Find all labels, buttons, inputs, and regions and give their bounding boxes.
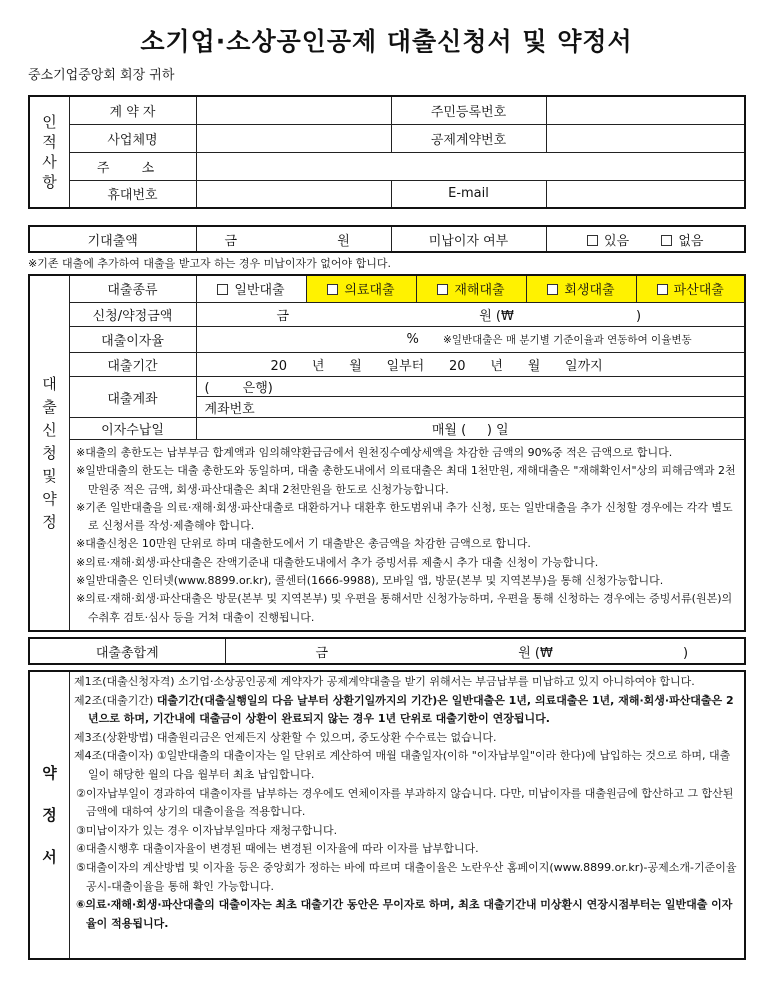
account-no-field[interactable]: 계좌번호 — [196, 397, 745, 418]
personal-info-table — [28, 95, 746, 209]
amount-close: ) — [635, 308, 642, 324]
loan-type-medical[interactable]: 의료대출 — [306, 275, 416, 302]
contractor-field[interactable] — [196, 96, 391, 124]
contract-no-label: 공제계약번호 — [391, 124, 546, 152]
total-amount-prefix: 금 — [315, 645, 329, 661]
checkbox-icon — [547, 284, 558, 295]
rate-unit: % — [406, 331, 419, 347]
loan-note: ※기존 일반대출을 의료·재해·회생·파산대출로 대환하거나 대환후 한도범위내 추가 신청, 또는 일반대출을 추가 신청할 경우에는 각각 별도로 신청서를 작성·제출해야 합니다. — [76, 500, 733, 533]
rate-field[interactable] — [196, 326, 745, 352]
business-name-field[interactable] — [196, 124, 391, 152]
rate-label: 대출이자율 — [69, 326, 196, 352]
loan-note: ※의료·재해·회생·파산대출은 잔액기준내 대출한도내에서 추가 증빙서류 제출시 추가 대출 신청이 가능합니다. — [76, 555, 599, 569]
total-amount-unit: 원 (₩ — [518, 645, 553, 661]
existing-amount-prefix: 금 — [224, 233, 238, 249]
unpaid-interest-label: 미납이자 여부 — [391, 226, 546, 252]
rate-note: ※일반대출은 매 분기별 기준이율과 연동하여 이율변동 — [443, 333, 692, 346]
unpaid-interest-options — [546, 226, 745, 252]
address-label: 주 소 — [69, 152, 196, 180]
email-field[interactable] — [546, 180, 745, 208]
unpaid-no-checkbox[interactable]: 없음 — [661, 234, 703, 249]
addressee: 중소기업중앙회 회장 귀하 — [28, 68, 175, 83]
total-field[interactable] — [225, 638, 745, 664]
article-4-6: ⑥의료·재해·회생·파산대출의 대출이자는 최초 대출기간 동안은 무이자로 하며, 최초 대출기간내 미상환시 연장시점부터는 일반대출 이자율이 적용됩니다. — [76, 898, 733, 930]
total-label: 대출총합계 — [29, 638, 225, 664]
loan-type-general[interactable]: 일반대출 — [196, 275, 306, 302]
loan-type-disaster[interactable]: 재해대출 — [416, 275, 526, 302]
existing-note: ※기존 대출에 추가하여 대출을 받고자 하는 경우 미납이자가 없어야 합니다. — [28, 257, 391, 270]
loan-side-label: 대출신청및약정 — [29, 275, 69, 631]
period-field[interactable]: 20 년 월 일부터 20 년 월 일까지 — [196, 352, 745, 376]
checkbox-icon — [217, 284, 228, 295]
loan-note: ※일반대출의 한도는 대출 총한도와 동일하며, 대출 총한도내에서 의료대출은 최대 1천만원, 재해대출은 "재해확인서"상의 피해금액과 2천만원중 적은 금액, 회생·파산대출은 최대 2천만원을 한도로 신청가능합니다. — [76, 464, 736, 496]
resident-no-label: 주민등록번호 — [391, 96, 546, 124]
amount-label: 신청/약정금액 — [69, 302, 196, 326]
existing-loan-field[interactable] — [196, 226, 391, 252]
article-1: 제1조(대출신청자격) 소기업·소상공인공제 계약자가 공제계약대출을 받기 위해서는 부금납부를 미납하고 있지 아니하여야 합니다. — [74, 675, 695, 688]
email-label: E-mail — [391, 180, 546, 208]
form-title: 소기업·소상공인공제 대출신청서 및 약정서 — [140, 27, 633, 56]
existing-loan-table — [28, 225, 746, 253]
loan-note: ※대출의 총한도는 납부부금 합계액과 임의해약환급금에서 원천징수예상세액을 차감한 금액의 90%중 적은 금액으로 합니다. — [76, 446, 673, 459]
article-4-1: 제4조(대출이자) ①일반대출의 대출이자는 일 단위로 계산하여 매월 대출일자(이하 "이자납부일"이라 한다)에 납입하는 것으로 하며, 대출일이 해당한 월의 다음 월부터 최초 납입합니다. — [74, 749, 731, 781]
loan-type-bankruptcy[interactable]: 파산대출 — [636, 275, 745, 302]
terms-side-label: 약정서 — [29, 671, 69, 959]
loan-note: ※대출신청은 10만원 단위로 하며 대출한도에서 기 대출받은 총금액을 차감한 금액으로 합니다. — [76, 537, 531, 551]
interest-day-field[interactable]: 매월 ( ) 일 — [196, 418, 745, 440]
article-3: 제3조(상환방법) 대출원리금은 언제든지 상환할 수 있으며, 중도상환 수수료는 없습니다. — [74, 730, 497, 744]
checkbox-icon — [437, 284, 448, 295]
interest-day-label: 이자수납일 — [69, 418, 196, 440]
account-label: 대출계좌 — [69, 377, 196, 418]
checkbox-icon — [657, 284, 668, 295]
contractor-label: 계 약 자 — [69, 96, 196, 124]
bank-field[interactable]: ( 은행) — [196, 377, 745, 397]
loan-note: ※의료·재해·회생·파산대출은 방문(본부 및 지역본부) 및 우편을 통해서만 신청가능하며, 우편을 통해 신청하는 경우에는 증빙서류(원본)의 수취후 검토·심사 등을 거쳐 대출이 진행됩니다. — [76, 592, 733, 624]
unpaid-yes-checkbox[interactable]: 있음 — [587, 234, 629, 249]
checkbox-icon — [661, 235, 672, 246]
article-4-2: ②이자납부일이 경과하여 대출이자를 납부하는 경우에도 연체이자를 부과하지 않습니다. 다만, 미납이자를 대출원금에 합산하고 그 합산된 금액에 대하여 상기의 대출이율을 적용합니다. — [76, 786, 734, 819]
terms-body — [72, 673, 738, 933]
article-4-4: ④대출시행후 대출이자율이 변경된 때에는 변경된 이자율에 따라 이자를 납부합니다. — [76, 842, 479, 856]
total-table — [28, 637, 746, 665]
total-amount-close: ) — [682, 645, 689, 661]
article-4-5: ⑤대출이자의 계산방법 및 이자율 등은 중앙회가 정하는 바에 따르며 대출이율은 노란우산 홈페이지(www.8899.or.kr)-공제소개-기준이율공시-대출이율을 통해 확인 가능합니다. — [76, 860, 737, 893]
loan-type-rehabilitation[interactable]: 회생대출 — [526, 275, 636, 302]
mobile-field[interactable] — [196, 180, 391, 208]
period-label: 대출기간 — [69, 352, 196, 376]
amount-field[interactable] — [196, 302, 745, 326]
personal-side-label: 인적사항 — [29, 96, 69, 208]
loan-type-label: 대출종류 — [69, 275, 196, 302]
checkbox-icon — [327, 284, 338, 295]
loan-notes — [74, 444, 740, 630]
contract-no-field[interactable] — [546, 124, 745, 152]
checkbox-icon — [587, 235, 598, 246]
business-name-label: 사업체명 — [69, 124, 196, 152]
existing-loan-label: 기대출액 — [29, 226, 196, 252]
article-2: 제2조(대출기간) 대출기간(대출실행일의 다음 날부터 상환기일까지의 기간)은 일반대출은 1년, 의료대출은 1년, 재해·회생·파산대출은 2년으로 하며, 기간내에 대출금이 상환이 완료되지 않는 경우 1년 단위로 대출기한이 연장됩니다. — [74, 693, 734, 726]
existing-amount-unit: 원 — [337, 233, 350, 249]
amount-prefix: 금 — [276, 308, 290, 324]
mobile-label: 휴대번호 — [69, 180, 196, 208]
loan-note: ※일반대출은 인터넷(www.8899.or.kr), 콜센터(1666-9988), 모바일 앱, 방문(본부 및 지역본부)을 통해 신청가능합니다. — [76, 574, 664, 588]
amount-unit: 원 (₩ — [479, 308, 514, 324]
resident-no-field[interactable] — [546, 96, 745, 124]
address-field[interactable] — [196, 152, 745, 180]
article-4-3: ③미납이자가 있는 경우 이자납부일마다 재청구합니다. — [76, 823, 338, 837]
